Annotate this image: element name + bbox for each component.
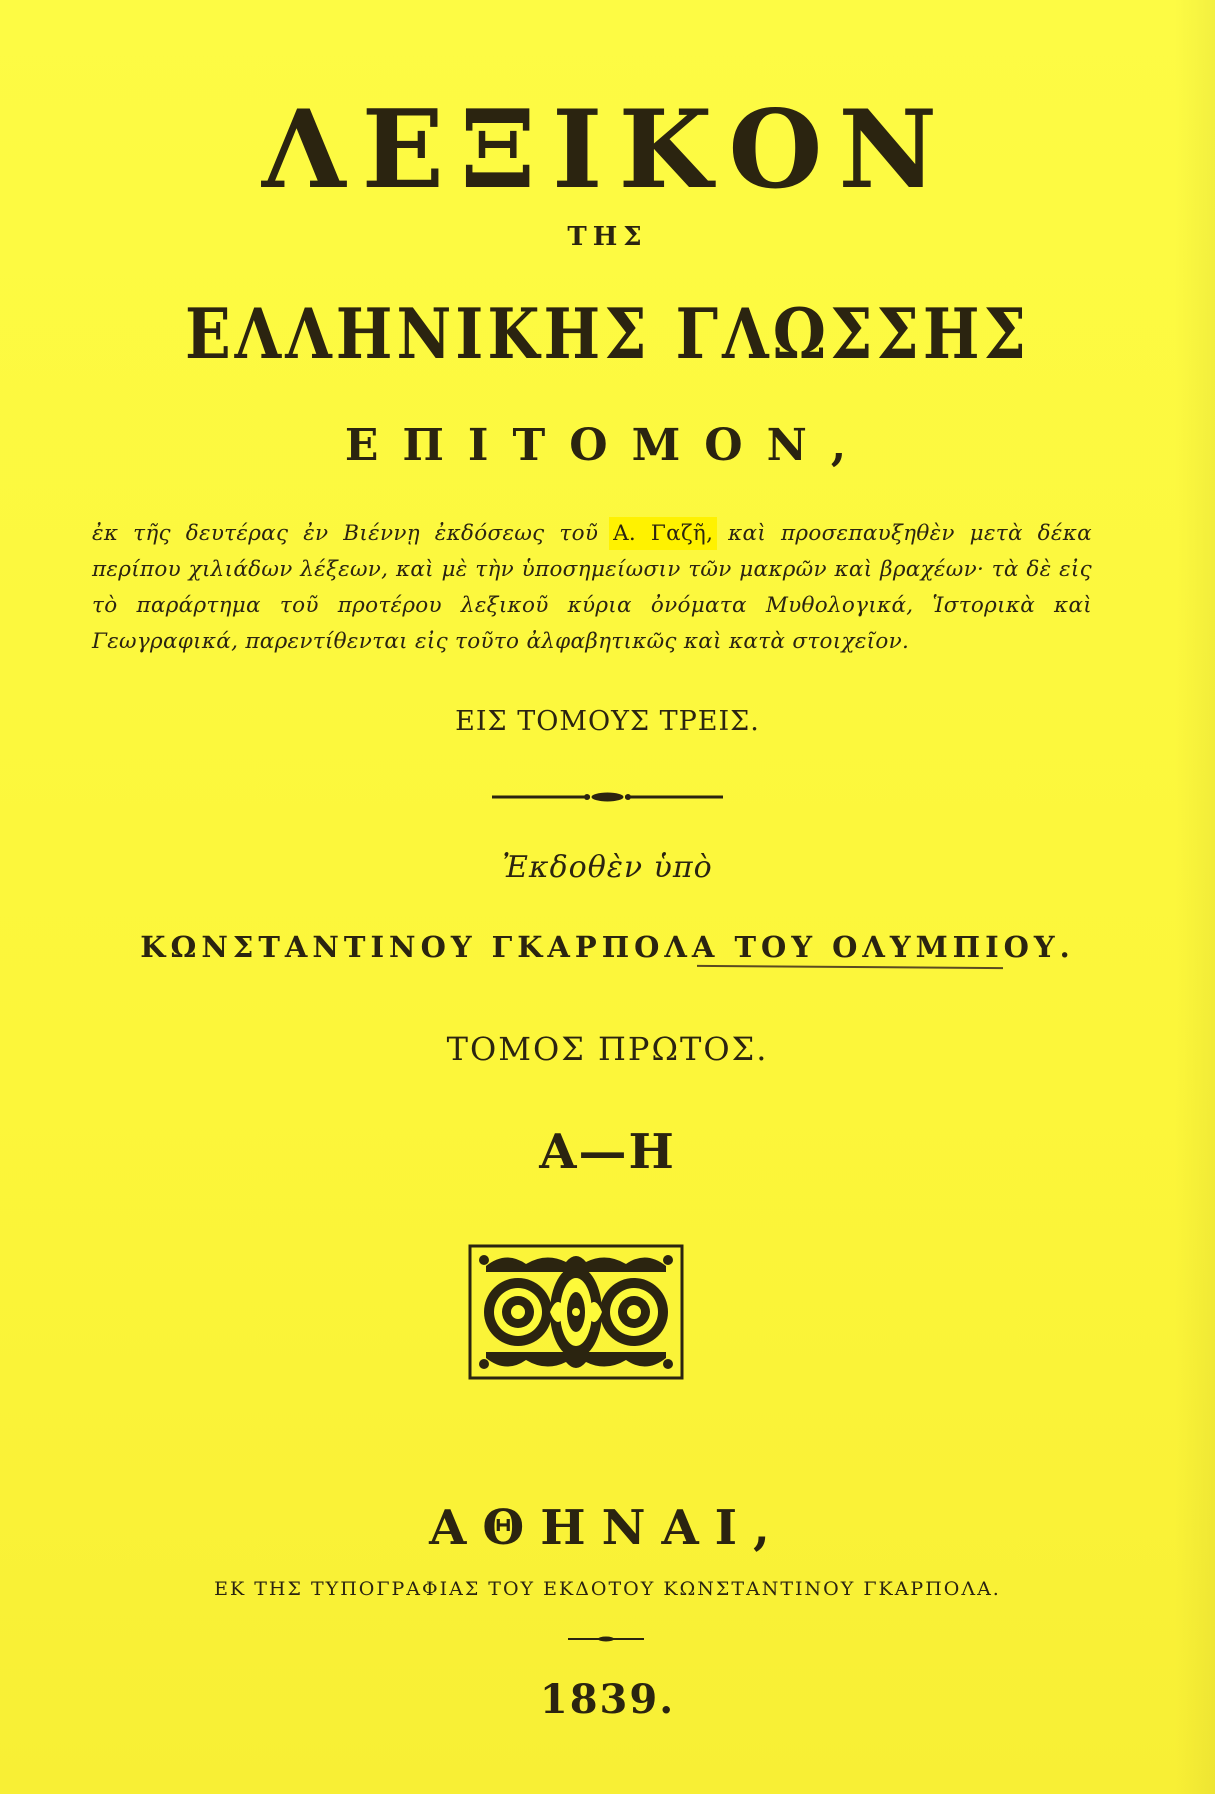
title-description [92, 516, 1092, 660]
title-connector: ΤΗΣ [567, 222, 648, 252]
editor-name: ΚΩΝΣΤΑΝΤΙΝΟΥ ΓΚΑΡΠΟΛΑ ΤΟΥ ΟΛΥΜΠΙΟΥ. [140, 930, 1075, 964]
description-text-end: καὶ προσεπαυξηθὲν μετὰ δέκα περίπου χιλιάδων λέξεων, καὶ μὲ τὴν ὑποσημείωσιν τῶν μακρῶν καὶ βραχέων· τὰ δὲ εἰς τὸ παράρτημα τοῦ προτέρου λεξικοῦ κύρια ὀνόματα Μυθολογικά, Ἱστορικὰ καὶ Γεωγραφικά, παρεντίθενται εἰς τοῦτο ἀλφαβητικῶς καὶ κατὰ στοιχεῖον. [92, 521, 1092, 654]
volumes-note: ΕΙΣ ΤΟΜΟΥΣ ΤΡΕΙΣ. [455, 706, 760, 737]
volume-number: ΤΟΜΟΣ ΠΡΩΤΟΣ. [446, 1030, 769, 1068]
book-subject: ΕΛΛΗΝΙΚΗΣ ΓΛΩΣΣΗΣ [184, 294, 1031, 376]
letter-range: Α—Η [539, 1124, 676, 1180]
pencil-underline [697, 965, 1003, 969]
book-epitome: ΕΠΙΤΟΜΟΝ, [344, 420, 871, 471]
small-rule-icon [566, 1636, 646, 1642]
description-text-start: ἐκ τῆς δευτέρας ἐν Βιέννῃ ἐκδόσεως τοῦ [92, 521, 614, 546]
decorative-rule-icon [490, 792, 725, 802]
publication-city: ΑΘΗΝΑΙ, [429, 1500, 786, 1556]
book-title: ΛΕΞΙΚΟΝ [261, 87, 954, 213]
highlighted-author: Α. Γαζῆ, [613, 521, 714, 546]
floral-vignette-icon [466, 1242, 686, 1382]
publication-year: 1839. [539, 1676, 676, 1723]
printing-house: ΕΚ ΤΗΣ ΤΥΠΟΓΡΑΦΙΑΣ ΤΟΥ ΕΚΔΟΤΟΥ ΚΩΝΣΤΑΝΤΙΝΟΥ ΓΚΑΡΠΟΛΑ. [214, 1578, 1001, 1600]
edited-by-label: Ἐκδοθὲν ὑπὸ [502, 850, 713, 885]
